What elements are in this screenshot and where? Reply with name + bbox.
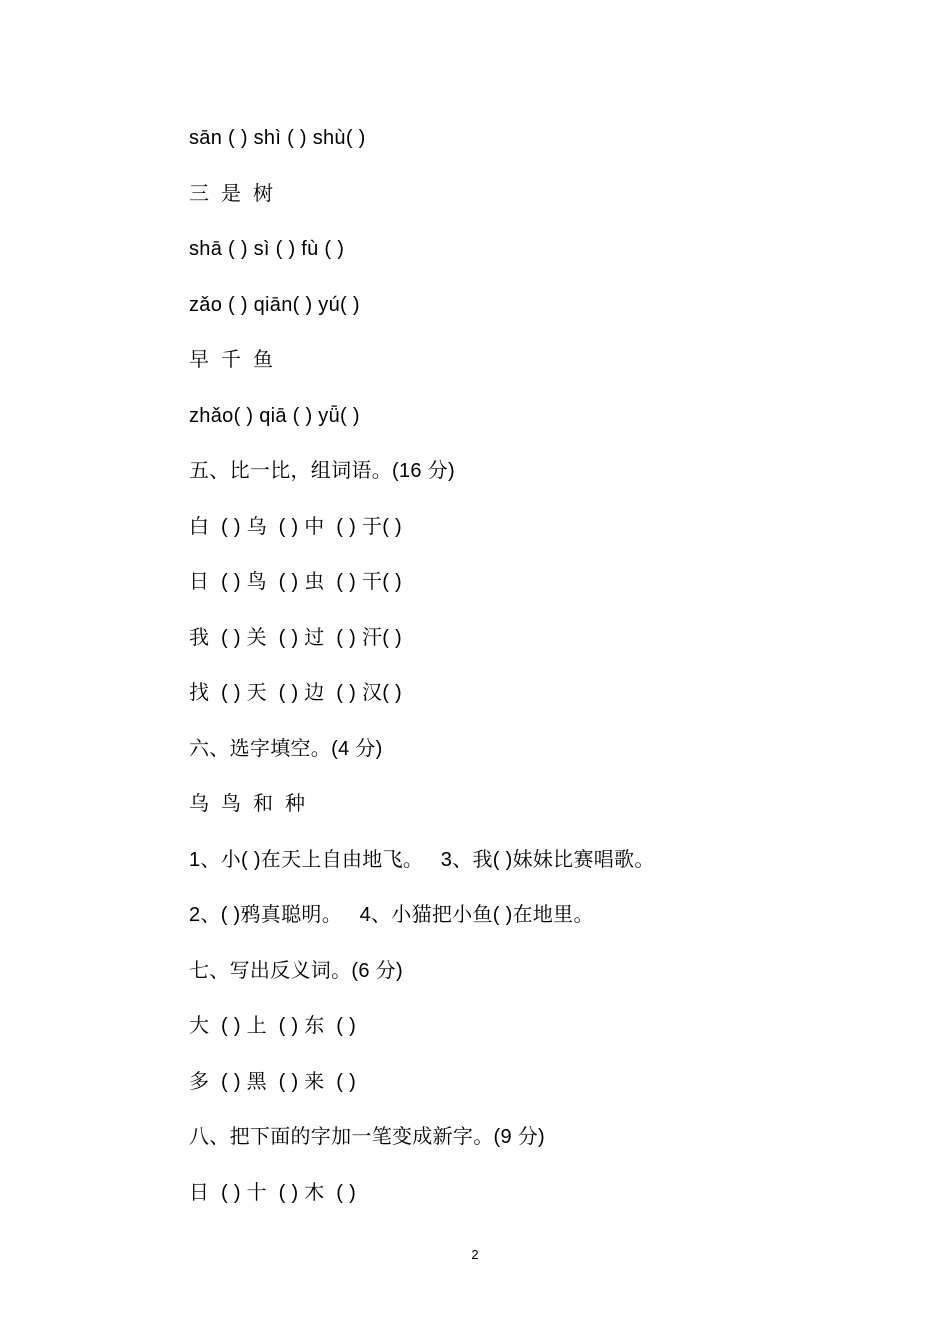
pinyin-line-4: zhǎo( ) qiā ( ) yǖ( ) [189,404,360,427]
section-heading-7: 七、写出反义词。(6 分) [189,959,403,982]
section-heading-8: 八、把下面的字加一笔变成新字。(9 分) [189,1126,545,1148]
fill-sentence-row-1: 1、小( )在天上自由地飞。 3、我( )妹妹比赛唱歌。 [189,848,655,871]
content-lines [189,124,809,1234]
section-heading-5: 五、比一比，组词语。(16 分) [189,460,455,482]
pinyin-line-3: zǎo ( ) qiān( ) yú( ) [189,293,360,316]
section-heading-6: 六、选字填空。(4 分) [189,737,383,760]
compare-row-2: 日 ( ) 鸟 ( ) 虫 ( ) 干( ) [189,571,403,593]
page-number: 2 [471,1247,479,1262]
compare-row-3: 我 ( ) 关 ( ) 过 ( ) 汗( ) [189,626,403,649]
compare-row-1: 白 ( ) 乌 ( ) 中 ( ) 于( ) [189,515,403,538]
character-line-1: 三 是 树 [189,182,274,205]
antonym-row-1: 大 ( ) 上 ( ) 东 ( ) [189,1015,357,1037]
pinyin-line-1: sān ( ) shì ( ) shù( ) [189,127,366,149]
pinyin-line-2: shā ( ) sì ( ) fù ( ) [189,238,345,260]
fill-sentence-row-2: 2、( )鸦真聪明。 4、小猫把小鱼( )在地里。 [189,904,594,926]
antonym-row-2: 多 ( ) 黑 ( ) 来 ( ) [189,1070,357,1093]
compare-row-4: 找 ( ) 天 ( ) 边 ( ) 汉( ) [189,682,403,704]
word-choices: 乌 鸟 和 种 [189,793,306,815]
character-line-2: 早 千 鱼 [189,349,274,371]
add-stroke-row: 日 ( ) 十 ( ) 木 ( ) [189,1181,357,1204]
